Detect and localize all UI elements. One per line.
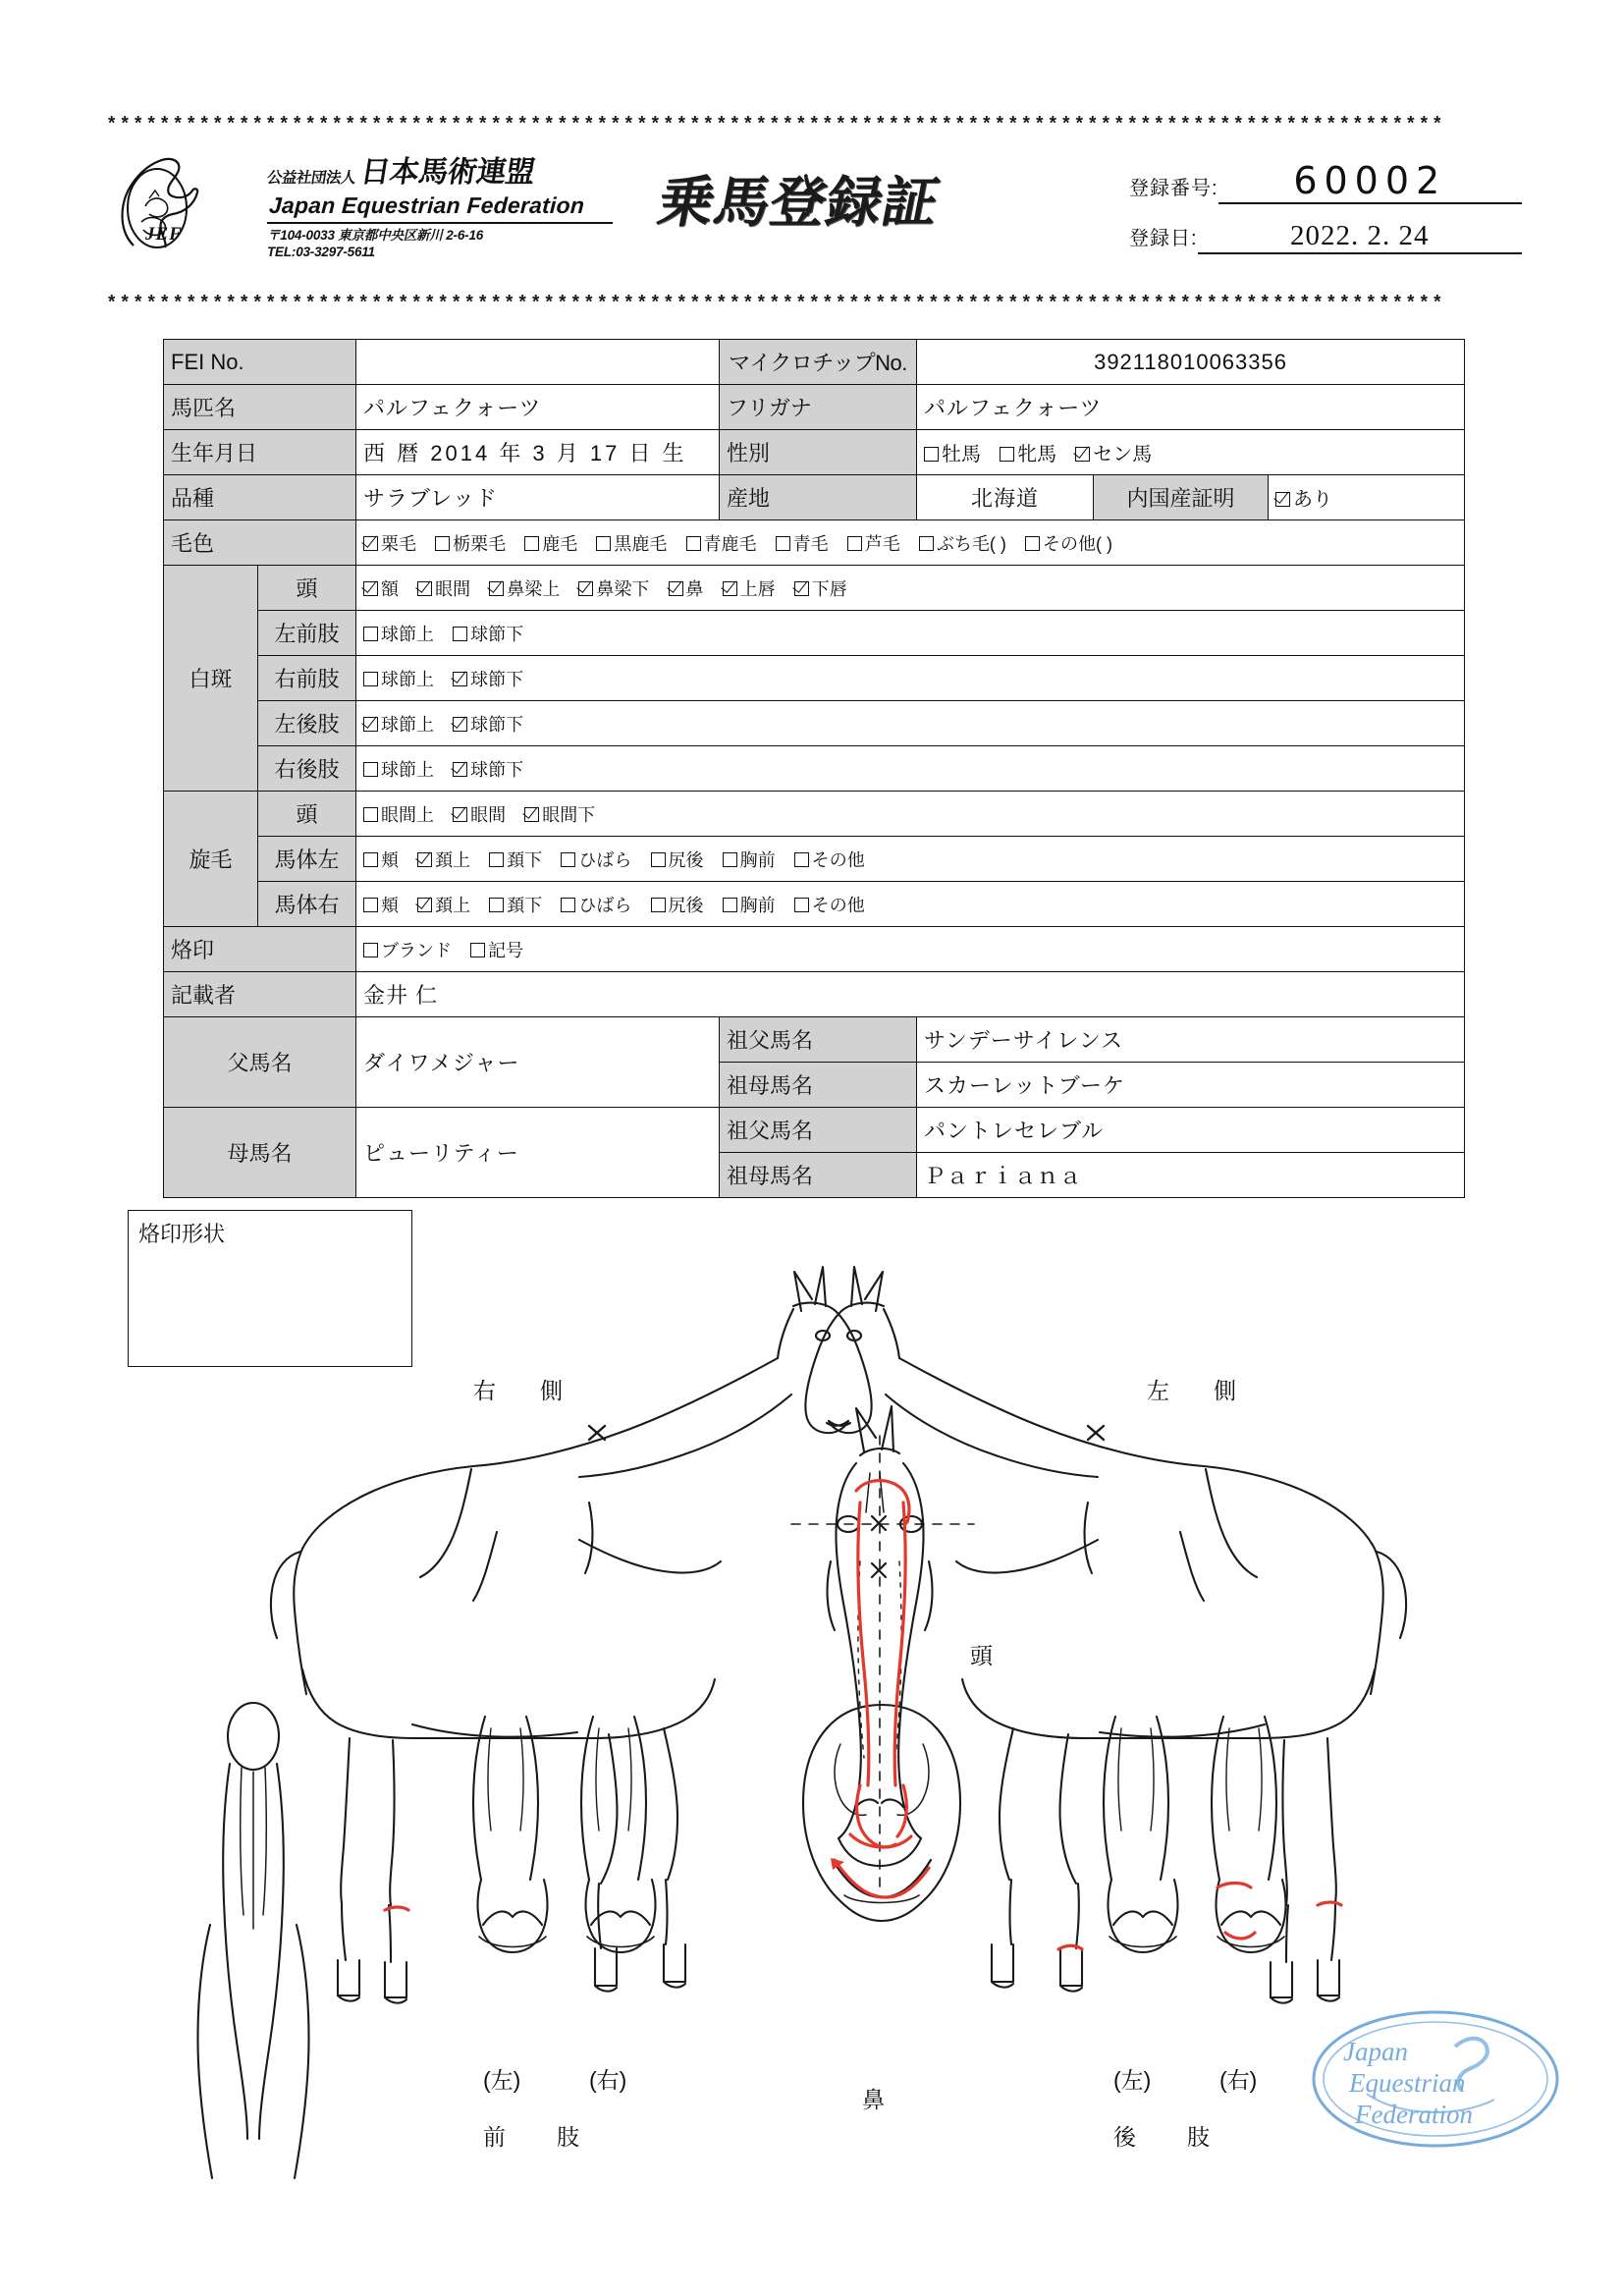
whorl-br-cheek[interactable]: 頬 bbox=[363, 892, 399, 917]
table-row-whorl-head bbox=[164, 792, 1465, 837]
coat-option-liver-chestnut[interactable]: 栃栗毛 bbox=[435, 530, 506, 556]
muzzle-front-view bbox=[803, 1705, 960, 1921]
checkbox-checked-icon[interactable] bbox=[417, 898, 432, 912]
org-name-english: Japan Equestrian Federation bbox=[268, 192, 585, 218]
furigana-label: フリガナ bbox=[720, 385, 917, 430]
brand-label: 烙印 bbox=[164, 927, 356, 972]
whorl-br-flank[interactable]: ひばら bbox=[561, 892, 631, 917]
registration-date-value: 2022. 2. 24 bbox=[1290, 220, 1430, 251]
stamp-text-federation: Federation bbox=[1355, 2100, 1473, 2129]
white-head-options[interactable] bbox=[356, 566, 1465, 611]
table-row-white-left-fore bbox=[164, 611, 1465, 656]
whorl-head-between-eyes[interactable]: 眼間 bbox=[453, 801, 506, 827]
left-side-label: 左 側 bbox=[1147, 1378, 1247, 1403]
org-name-japanese: 日本馬術連盟 bbox=[357, 156, 538, 189]
registration-date-row bbox=[1129, 220, 1522, 254]
sire-granddam-value[interactable]: スカーレットブーケ bbox=[917, 1063, 1465, 1108]
whorl-head-options[interactable] bbox=[356, 792, 1465, 837]
whorl-row-body-right-label: 馬体右 bbox=[258, 882, 356, 927]
dam-granddam-value[interactable]: Ｐａｒｉａｎａ bbox=[917, 1153, 1465, 1198]
furigana-value[interactable]: パルフェクォーツ bbox=[917, 385, 1465, 430]
organization-block bbox=[267, 147, 630, 261]
whorl-bl-upper-neck[interactable]: 頚上 bbox=[417, 847, 470, 872]
whorl-body-right-options[interactable] bbox=[356, 882, 1465, 927]
front-limb-label: 前 肢 bbox=[483, 2124, 581, 2150]
white-row-left-fore-label: 左前肢 bbox=[258, 611, 356, 656]
sex-label: 性別 bbox=[720, 430, 917, 475]
jef-logo-letters: JEF bbox=[145, 224, 183, 245]
checkbox-icon[interactable] bbox=[1000, 447, 1014, 462]
table-row-sire-grandsire bbox=[164, 1017, 1465, 1063]
checkbox-icon[interactable] bbox=[363, 807, 378, 822]
sire-value[interactable]: ダイワメジャー bbox=[356, 1017, 720, 1108]
recorder-label: 記載者 bbox=[164, 972, 356, 1017]
checkbox-icon[interactable] bbox=[363, 852, 378, 867]
table-row-whorl-body-right bbox=[164, 882, 1465, 927]
coat-color-options[interactable] bbox=[356, 520, 1465, 566]
checkbox-icon[interactable] bbox=[723, 852, 737, 867]
checkbox-icon[interactable] bbox=[596, 536, 611, 551]
breed-label: 品種 bbox=[164, 475, 356, 520]
checkbox-icon[interactable] bbox=[363, 762, 378, 777]
white-head-lower-nasal[interactable]: 鼻梁下 bbox=[578, 575, 649, 601]
brand-shape-label: 烙印形状 bbox=[138, 1222, 226, 1246]
dam-value[interactable]: ピューリティー bbox=[356, 1108, 720, 1198]
origin-value[interactable]: 北海道 bbox=[917, 475, 1094, 520]
whorl-br-chest[interactable]: 胸前 bbox=[723, 892, 776, 917]
white-rh-below-fetlock[interactable]: 球節下 bbox=[453, 756, 523, 782]
table-row-white-right-hind bbox=[164, 746, 1465, 792]
table-row-dam-grandsire bbox=[164, 1108, 1465, 1153]
fei-no-label: FEI No. bbox=[164, 340, 356, 385]
checkbox-checked-icon[interactable] bbox=[417, 852, 432, 867]
coat-option-chestnut[interactable]: 栗毛 bbox=[363, 530, 416, 556]
white-rf-above-fetlock[interactable]: 球節上 bbox=[363, 666, 434, 691]
white-lh-above-fetlock[interactable]: 球節上 bbox=[363, 711, 434, 737]
hind-left-label: (左) bbox=[1113, 2067, 1152, 2093]
hind-limbs-detail bbox=[1104, 1717, 1285, 1952]
domestic-proof-option[interactable] bbox=[1269, 475, 1465, 520]
jef-official-stamp bbox=[1308, 2003, 1563, 2156]
table-row-birth-sex bbox=[164, 430, 1465, 475]
whorl-br-other[interactable]: その他 bbox=[794, 892, 865, 917]
recorder-value[interactable]: 金井 仁 bbox=[356, 972, 1465, 1017]
dam-label: 母馬名 bbox=[164, 1108, 356, 1198]
whorl-br-upper-neck[interactable]: 頚上 bbox=[417, 892, 470, 917]
checkbox-checked-icon[interactable] bbox=[723, 581, 737, 596]
horse-name-label: 馬匹名 bbox=[164, 385, 356, 430]
table-row-white-head bbox=[164, 566, 1465, 611]
checkbox-checked-icon[interactable] bbox=[363, 536, 378, 551]
org-telephone: TEL:03-3297-5611 bbox=[267, 245, 375, 260]
checkbox-checked-icon[interactable] bbox=[1075, 447, 1090, 462]
checkbox-icon[interactable] bbox=[489, 898, 504, 912]
dam-grandsire-value[interactable]: パントレセレブル bbox=[917, 1108, 1465, 1153]
white-marking-annotations bbox=[338, 1481, 1341, 1949]
checkbox-checked-icon[interactable] bbox=[453, 672, 467, 686]
checkbox-checked-icon[interactable] bbox=[453, 717, 467, 732]
white-rh-above-fetlock[interactable]: 球節上 bbox=[363, 756, 434, 782]
checkbox-icon[interactable] bbox=[524, 536, 539, 551]
nose-diagram-label: 鼻 bbox=[862, 2087, 885, 2112]
sire-grandsire-value[interactable]: サンデーサイレンス bbox=[917, 1017, 1465, 1063]
white-lf-below-fetlock[interactable]: 球節下 bbox=[453, 621, 523, 646]
whorl-body-left-options[interactable] bbox=[356, 837, 1465, 882]
sex-options[interactable] bbox=[917, 430, 1465, 475]
checkbox-checked-icon[interactable] bbox=[578, 581, 593, 596]
white-left-fore-options[interactable] bbox=[356, 611, 1465, 656]
whorl-label: 旋毛 bbox=[164, 792, 258, 927]
checkbox-checked-icon[interactable] bbox=[453, 762, 467, 777]
whorl-bl-other[interactable]: その他 bbox=[794, 847, 865, 872]
registration-date-label: 登録日: bbox=[1129, 228, 1198, 249]
checkbox-checked-icon[interactable] bbox=[669, 581, 683, 596]
table-row-whorl-body-left bbox=[164, 837, 1465, 882]
birthdate-value[interactable]: 西 暦 2014 年 3 月 17 日 生 bbox=[356, 430, 720, 475]
white-right-fore-options[interactable] bbox=[356, 656, 1465, 701]
breed-value[interactable]: サラブレッド bbox=[356, 475, 720, 520]
horse-head-front-view bbox=[791, 1406, 974, 1887]
whorl-br-hindquarter[interactable]: 尻後 bbox=[651, 892, 704, 917]
whorl-row-head-label: 頭 bbox=[258, 792, 356, 837]
page-title: 乗馬登録証 bbox=[653, 171, 946, 233]
checkbox-icon[interactable] bbox=[919, 536, 934, 551]
checkbox-icon[interactable] bbox=[924, 447, 939, 462]
fei-no-value[interactable] bbox=[356, 340, 720, 385]
white-lf-above-fetlock[interactable]: 球節上 bbox=[363, 621, 434, 646]
horse-right-side-view bbox=[271, 1267, 872, 2003]
registration-number-value: 60002 bbox=[1293, 159, 1447, 202]
sire-label: 父馬名 bbox=[164, 1017, 356, 1108]
white-left-hind-options[interactable] bbox=[356, 701, 1465, 746]
white-row-head-label: 頭 bbox=[258, 566, 356, 611]
asterisk-divider-top: ***************************************************************************************************** bbox=[106, 116, 1445, 135]
table-row-white-right-fore bbox=[164, 656, 1465, 701]
horse-rear-tail-view bbox=[198, 1703, 309, 2178]
brand-option-brand[interactable]: ブランド bbox=[363, 937, 452, 962]
checkbox-checked-icon[interactable] bbox=[794, 581, 809, 596]
coat-option-spotted[interactable]: ぶち毛( ) bbox=[919, 530, 1006, 556]
coat-option-bay[interactable]: 鹿毛 bbox=[524, 530, 577, 556]
table-row-white-left-hind bbox=[164, 701, 1465, 746]
checkbox-icon[interactable] bbox=[686, 536, 701, 551]
sire-granddam-label: 祖母馬名 bbox=[720, 1063, 917, 1108]
head-diagram-label: 頭 bbox=[970, 1643, 993, 1668]
domestic-proof-label: 内国産証明 bbox=[1094, 475, 1269, 520]
registration-number-row bbox=[1129, 159, 1522, 204]
checkbox-icon[interactable] bbox=[651, 898, 666, 912]
checkbox-icon[interactable] bbox=[651, 852, 666, 867]
checkbox-checked-icon[interactable] bbox=[363, 717, 378, 732]
white-head-lower-lip[interactable]: 下唇 bbox=[794, 575, 847, 601]
checkbox-checked-icon[interactable] bbox=[1275, 492, 1290, 507]
checkbox-checked-icon[interactable] bbox=[417, 581, 432, 596]
sex-option-stallion[interactable] bbox=[924, 438, 981, 466]
whorl-br-lower-neck[interactable]: 頚下 bbox=[489, 892, 542, 917]
dam-grandsire-label: 祖父馬名 bbox=[720, 1108, 917, 1153]
stamp-text-japan: Japan bbox=[1343, 2037, 1408, 2066]
document-header bbox=[0, 137, 1623, 285]
coat-color-label: 毛色 bbox=[164, 520, 356, 566]
registration-meta bbox=[1129, 159, 1522, 270]
checkbox-icon[interactable] bbox=[794, 852, 809, 867]
table-row-coat-color bbox=[164, 520, 1465, 566]
whorl-row-body-left-label: 馬体左 bbox=[258, 837, 356, 882]
checkbox-icon[interactable] bbox=[470, 943, 485, 957]
checkbox-icon[interactable] bbox=[723, 898, 737, 912]
checkbox-icon[interactable] bbox=[435, 536, 450, 551]
white-head-nose[interactable]: 鼻 bbox=[669, 575, 704, 601]
birthdate-label: 生年月日 bbox=[164, 430, 356, 475]
coat-option-other[interactable]: その他( ) bbox=[1025, 530, 1112, 556]
checkbox-icon[interactable] bbox=[489, 852, 504, 867]
coat-option-brown[interactable]: 青鹿毛 bbox=[686, 530, 757, 556]
table-row-fei bbox=[164, 340, 1465, 385]
sex-option-gelding[interactable] bbox=[1075, 438, 1152, 466]
whorl-bl-chest[interactable]: 胸前 bbox=[723, 847, 776, 872]
whorl-bl-flank[interactable]: ひばら bbox=[561, 847, 631, 872]
checkbox-icon[interactable] bbox=[794, 898, 809, 912]
stamp-text-equestrian: Equestrian bbox=[1349, 2068, 1466, 2098]
table-row-horse-name bbox=[164, 385, 1465, 430]
brand-option-symbol[interactable]: 記号 bbox=[470, 937, 523, 962]
whorl-bl-lower-neck[interactable]: 頚下 bbox=[489, 847, 542, 872]
org-postal-address: 〒104-0033 東京都中央区新川 2-6-16 bbox=[267, 228, 484, 243]
domestic-proof-value-label: あり bbox=[1293, 489, 1333, 511]
checkbox-icon[interactable] bbox=[363, 672, 378, 686]
table-row-recorder bbox=[164, 972, 1465, 1017]
horse-left-side-view bbox=[805, 1267, 1406, 2003]
front-limbs-detail bbox=[473, 1717, 655, 1952]
checkbox-checked-icon[interactable] bbox=[363, 581, 378, 596]
white-row-right-hind-label: 右後肢 bbox=[258, 746, 356, 792]
front-left-label: (左) bbox=[483, 2067, 521, 2093]
white-markings-label: 白斑 bbox=[164, 566, 258, 792]
sex-option-mare[interactable] bbox=[1000, 438, 1056, 466]
checkbox-icon[interactable] bbox=[453, 627, 467, 641]
hind-limb-label: 後 肢 bbox=[1113, 2124, 1212, 2150]
microchip-label: マイクロチップNo. bbox=[720, 340, 917, 385]
sex-option-stallion-label: 牡馬 bbox=[942, 444, 982, 465]
registration-number-label: 登録番号: bbox=[1129, 178, 1218, 199]
white-head-upper-nasal[interactable]: 鼻梁上 bbox=[489, 575, 560, 601]
white-row-right-fore-label: 右前肢 bbox=[258, 656, 356, 701]
checkbox-checked-icon[interactable] bbox=[489, 581, 504, 596]
white-head-upper-lip[interactable]: 上唇 bbox=[723, 575, 776, 601]
white-row-left-hind-label: 左後肢 bbox=[258, 701, 356, 746]
hind-right-label: (右) bbox=[1219, 2067, 1258, 2093]
white-head-between-eyes[interactable]: 眼間 bbox=[417, 575, 470, 601]
checkbox-icon[interactable] bbox=[561, 898, 575, 912]
dam-granddam-label: 祖母馬名 bbox=[720, 1153, 917, 1198]
white-right-hind-options[interactable] bbox=[356, 746, 1465, 792]
table-row-brand bbox=[164, 927, 1465, 972]
checkbox-icon[interactable] bbox=[776, 536, 790, 551]
checkbox-icon[interactable] bbox=[363, 627, 378, 641]
coat-option-dark-bay[interactable]: 黒鹿毛 bbox=[596, 530, 667, 556]
brand-options[interactable] bbox=[356, 927, 1465, 972]
white-head-forehead[interactable]: 額 bbox=[363, 575, 399, 601]
table-row-breed-origin bbox=[164, 475, 1465, 520]
sex-option-mare-label: 牝馬 bbox=[1017, 444, 1057, 465]
origin-label: 産地 bbox=[720, 475, 917, 520]
checkbox-icon[interactable] bbox=[363, 943, 378, 957]
whorl-head-above-eyes[interactable]: 眼間上 bbox=[363, 801, 434, 827]
whorl-bl-cheek[interactable]: 頬 bbox=[363, 847, 399, 872]
coat-option-black[interactable]: 青毛 bbox=[776, 530, 829, 556]
white-rf-below-fetlock[interactable]: 球節下 bbox=[453, 666, 523, 691]
asterisk-divider-bottom: ***************************************************************************************************** bbox=[106, 295, 1445, 313]
checkbox-checked-icon[interactable] bbox=[453, 807, 467, 822]
checkbox-icon[interactable] bbox=[363, 898, 378, 912]
horse-name-value[interactable]: パルフェクォーツ bbox=[356, 385, 720, 430]
checkbox-icon[interactable] bbox=[561, 852, 575, 867]
jef-logo-icon bbox=[116, 151, 202, 251]
org-divider bbox=[267, 222, 613, 224]
org-prefix: 公益社団法人 bbox=[265, 170, 357, 187]
white-lh-below-fetlock[interactable]: 球節下 bbox=[453, 711, 523, 737]
right-side-label: 右 側 bbox=[473, 1378, 573, 1403]
whorl-head-below-eyes[interactable]: 眼間下 bbox=[524, 801, 595, 827]
front-right-label: (右) bbox=[589, 2067, 627, 2093]
microchip-value[interactable]: 392118010063356 bbox=[917, 340, 1465, 385]
checkbox-checked-icon[interactable] bbox=[524, 807, 539, 822]
sex-option-gelding-label: セン馬 bbox=[1093, 444, 1153, 465]
horse-details-table bbox=[163, 339, 1465, 1198]
sire-grandsire-label: 祖父馬名 bbox=[720, 1017, 917, 1063]
checkbox-icon[interactable] bbox=[1025, 536, 1040, 551]
coat-option-grey[interactable]: 芦毛 bbox=[847, 530, 900, 556]
checkbox-icon[interactable] bbox=[847, 536, 862, 551]
whorl-bl-hindquarter[interactable]: 尻後 bbox=[651, 847, 704, 872]
